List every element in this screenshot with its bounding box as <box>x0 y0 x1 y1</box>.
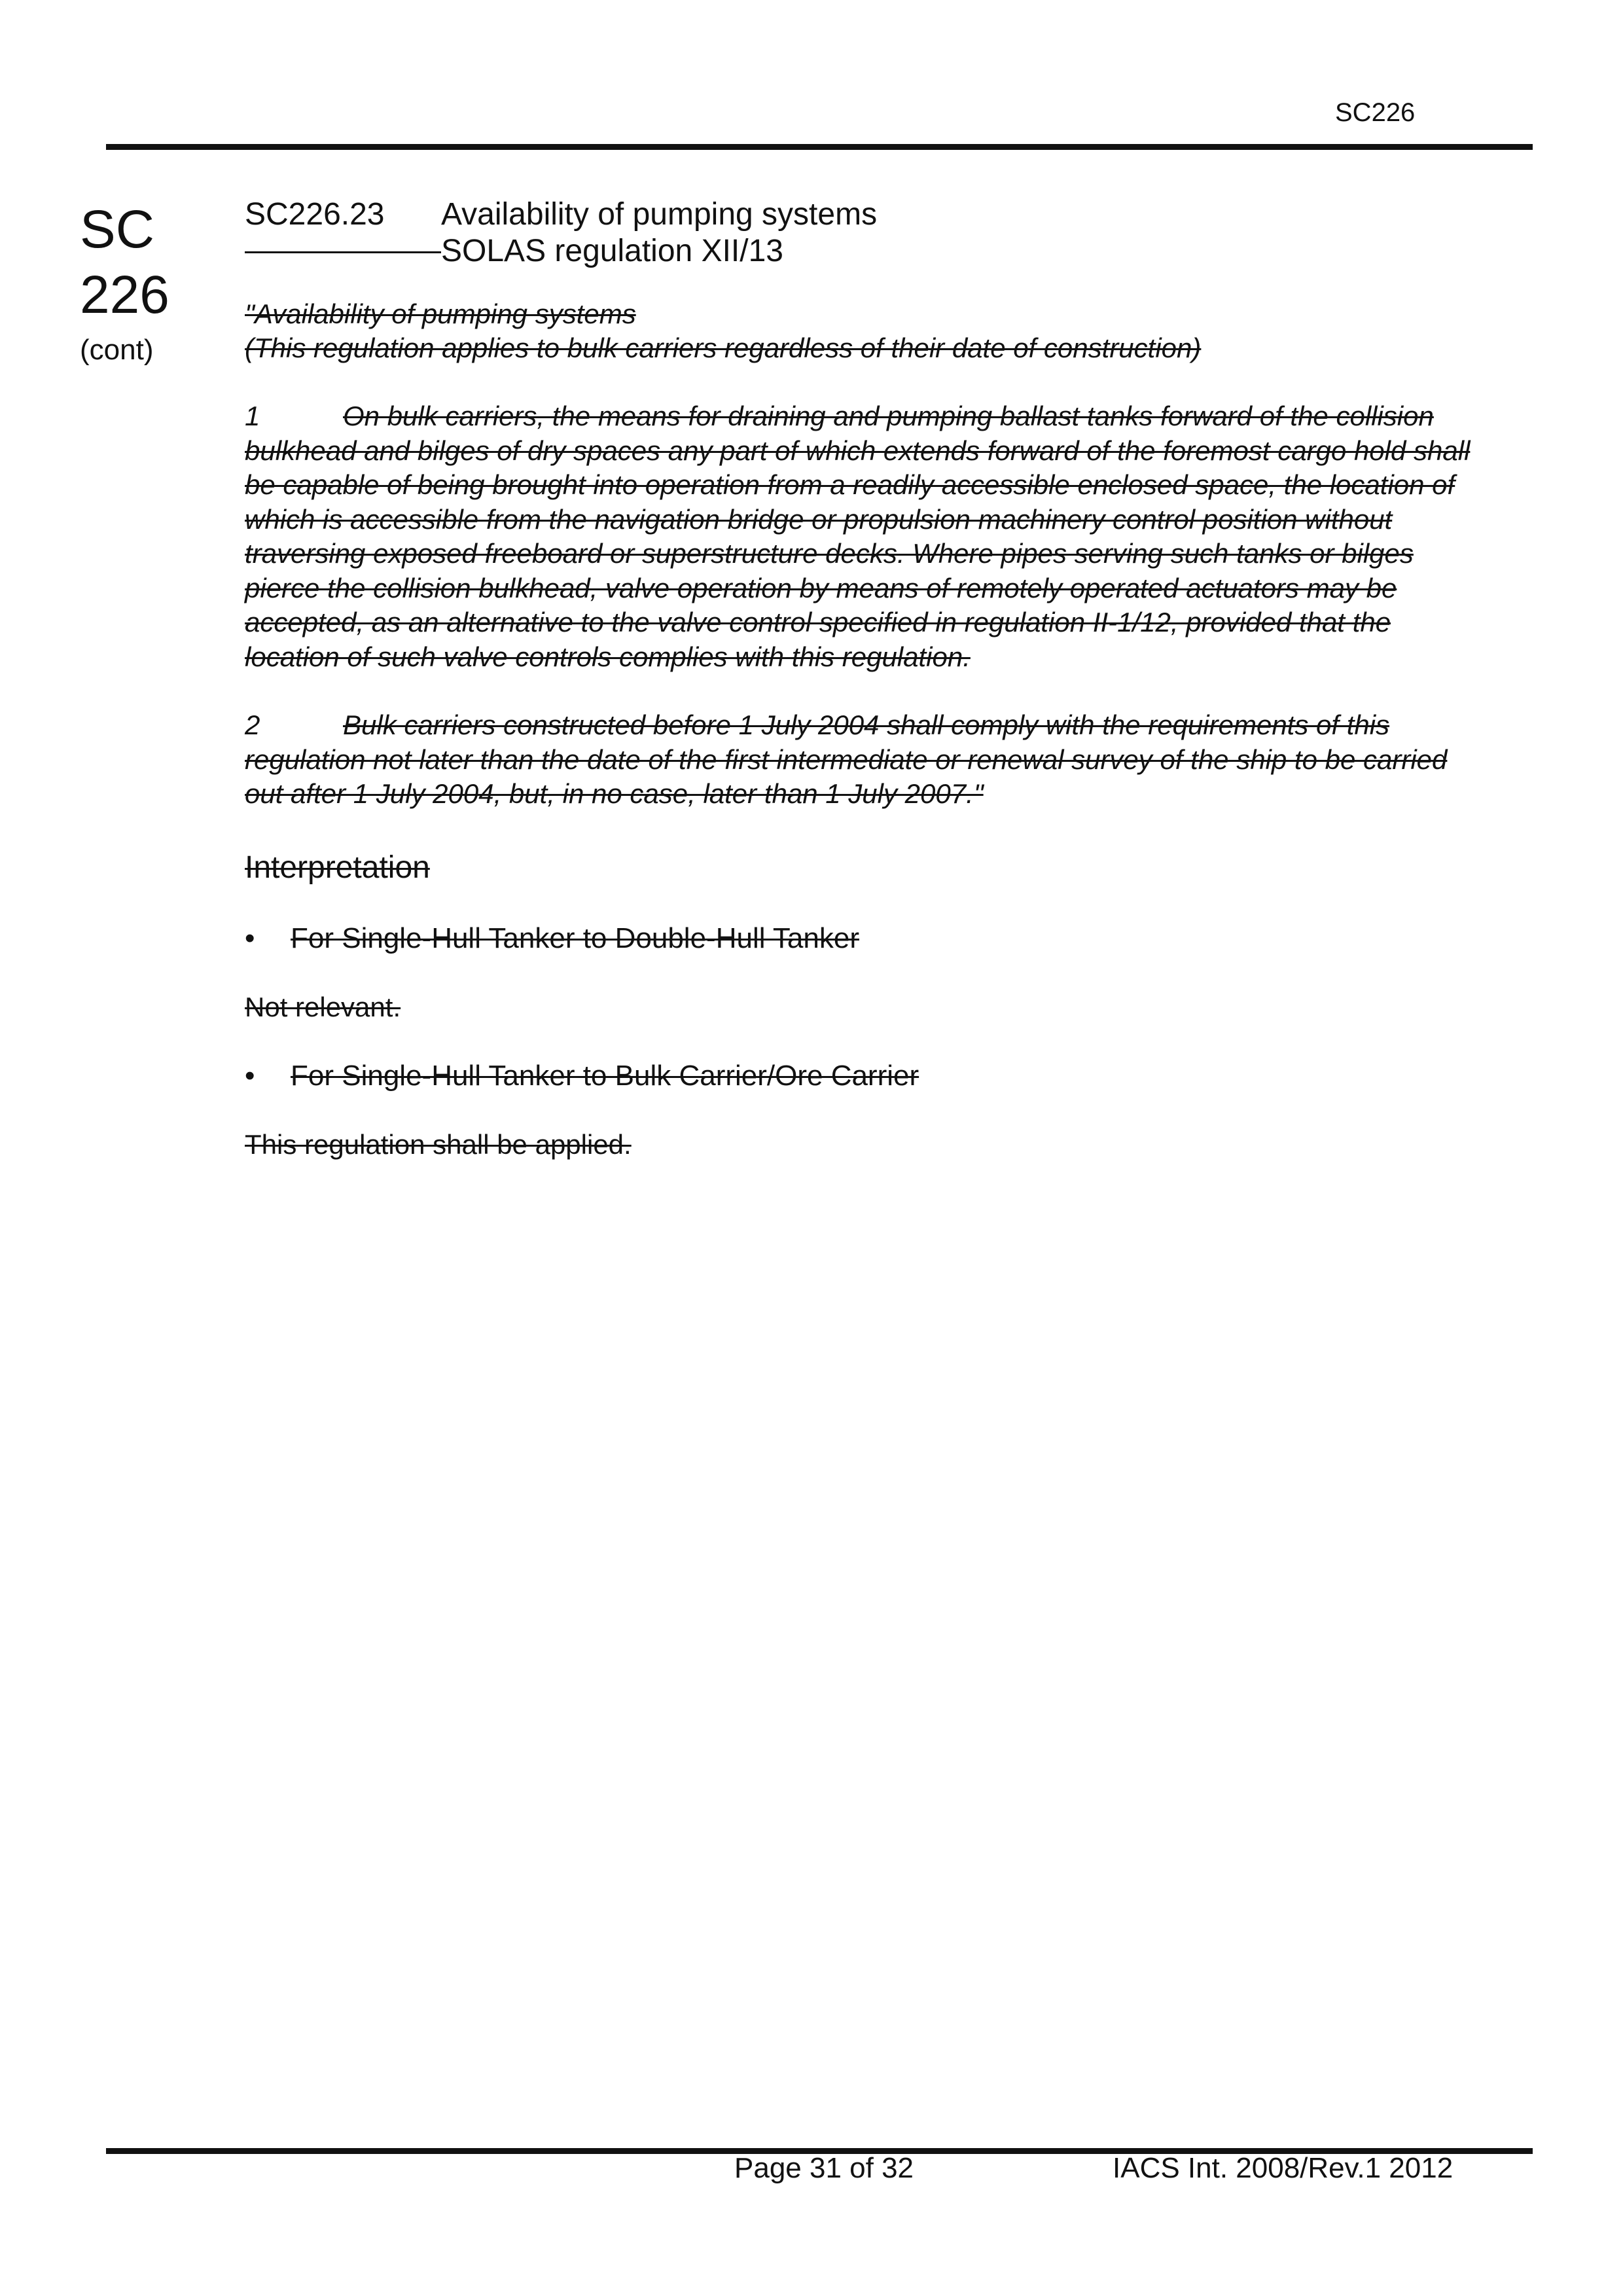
main-content <box>245 196 1475 1160</box>
paragraph-text: Bulk carriers constructed before 1 July 2004 shall comply with the requirements of this regulation not later than the date of the first intermediate or renewal survey of the ship to be carried out after 1 July 2004, but, in no case, later than 1 July 2007." <box>245 709 1448 809</box>
quote-note: (This regulation applies to bulk carriers regardless of their date of construction) <box>245 332 1202 363</box>
bullet-text: For Single-Hull Tanker to Double-Hull Tanker <box>291 922 859 954</box>
section-title: Availability of pumping systems <box>441 197 878 232</box>
sidebar-cont: (cont) <box>80 334 154 366</box>
section-number: SC226.23 <box>245 197 385 232</box>
section-subtitle: SOLAS regulation XII/13 <box>441 234 783 268</box>
header-code: SC226 <box>1335 98 1416 127</box>
page-number: Page 31 of 32 <box>734 2152 914 2184</box>
document-reference: IACS Int. 2008/Rev.1 2012 <box>1113 2152 1454 2184</box>
quote-title: "Availability of pumping systems <box>245 298 636 329</box>
section-subheading <box>245 233 1475 270</box>
bullet-icon: • <box>245 1059 255 1092</box>
interpretation-heading: Interpretation <box>245 850 430 885</box>
bullet-item-1 <box>245 922 1475 955</box>
bullet-item-2 <box>245 1060 1475 1092</box>
paragraph-2 <box>245 708 1475 812</box>
paragraph-number: 1 <box>245 401 260 431</box>
paragraph-number: 2 <box>245 709 260 740</box>
sidebar-number: 226 <box>80 265 169 325</box>
section-heading <box>245 196 1475 233</box>
leader-line <box>245 251 441 253</box>
bullet-icon: • <box>245 922 255 954</box>
interpretation-text-1: Not relevant. <box>245 991 401 1022</box>
bullet-text: For Single-Hull Tanker to Bulk Carrier/Ore Carrier <box>291 1059 919 1092</box>
paragraph-1 <box>245 399 1475 674</box>
paragraph-text: On bulk carriers, the means for draining and pumping ballast tanks forward of the collision bulkhead and bilges of dry spaces any part of which extends forward of the foremost cargo hold shall be capable of being brought into operation from a readily accessible enclosed space, the location of which is accessible from the navigation bridge or propulsion machinery control position without traversing exposed freeboard or superstructure decks. Where pipes serving such tanks or bilges pierce the collision bulkhead, valve operation by means of remotely operated actuators may be accepted, as an alternative to the valve control specified in regulation II-1/12, provided that the location of such valve controls complies with this regulation. <box>245 401 1471 672</box>
header-rule <box>106 144 1533 150</box>
interpretation-text-2: This regulation shall be applied. <box>245 1128 632 1160</box>
sidebar-sc: SC <box>80 200 154 259</box>
